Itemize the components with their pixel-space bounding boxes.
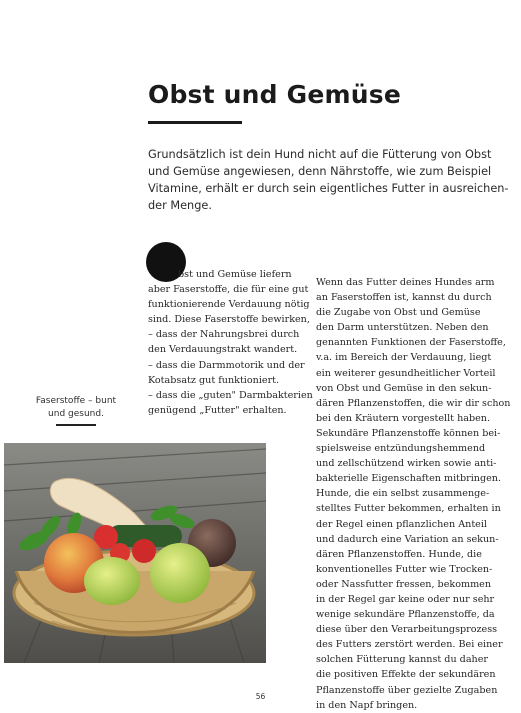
- body-line: den Darm unterstützen. Neben den: [316, 322, 489, 334]
- fruit-basket-photo: [4, 443, 266, 663]
- body-line: bei den Kräutern vorgestellt haben.: [316, 412, 491, 424]
- body-line: an Faserstoffen ist, kannst du durch: [316, 292, 492, 304]
- body-line: in der Regel gar keine oder nur sehr: [316, 593, 495, 605]
- body-line: Wenn das Futter deines Hundes arm: [316, 277, 495, 288]
- body-line: diese über den Verarbeitungsprozess: [316, 624, 498, 636]
- body-line: Kotabsatz gut funktioniert.: [148, 374, 280, 386]
- body-line: spielsweise entzündungshemmend: [316, 443, 486, 455]
- body-line: – dass die „guten" Darmbakterien: [148, 389, 313, 401]
- body-line: aber Faserstoffe, die für eine gut: [148, 284, 309, 296]
- body-line: bakterielle Eigenschaften mitbringen.: [316, 473, 502, 485]
- body-line: ein weiterer gesundheitlicher Vorteil: [316, 367, 496, 379]
- body-line: – dass die Darmmotorik und der: [148, 359, 305, 371]
- photo-caption: [28, 395, 124, 421]
- body-line: und dadurch eine Variation an sekun-: [316, 533, 499, 545]
- intro-line: Grundsätzlich ist dein Hund nicht auf die Fütterung von Obst: [148, 148, 492, 161]
- intro-paragraph: [148, 146, 509, 214]
- body-line: stelltes Futter bekommen, erhalten in: [316, 503, 501, 515]
- caption-line: und gesund.: [48, 409, 104, 419]
- body-line: sind. Diese Faserstoffe bewirken,: [148, 314, 310, 326]
- body-line: die positiven Effekte der sekundären: [316, 669, 496, 681]
- intro-line: und Gemüse angewiesen, denn Nährstoffe, wie zum Beispiel: [148, 165, 492, 178]
- body-line: konventionelles Futter wie Trocken-: [316, 563, 493, 575]
- intro-line: Vitamine, erhält er durch sein eigentliches Futter in ausreichen-: [148, 182, 509, 195]
- intro-line: der Menge.: [148, 199, 212, 212]
- body-line: Pflanzenstoffe über gezielte Zugaben: [316, 684, 498, 696]
- body-line: solchen Fütterung kannst du daher: [316, 654, 488, 666]
- body-line: in den Napf bringen.: [316, 699, 418, 711]
- body-line: und zellschützend wirken sowie anti-: [316, 458, 497, 470]
- body-line: oder Nassfutter fressen, bekommen: [316, 578, 492, 590]
- body-line: Hunde, die ein selbst zusammenge-: [316, 488, 490, 500]
- body-line: von Obst und Gemüse in den sekun-: [316, 382, 492, 394]
- caption-underline: [56, 424, 96, 426]
- body-column-left: [148, 267, 313, 418]
- body-line: den Verdauungstrakt wandert.: [148, 344, 298, 356]
- body-line: – dass der Nahrungsbrei durch: [148, 329, 300, 341]
- body-line: des Futters zerstört werden. Bei einer: [316, 639, 503, 651]
- page-number: 56: [255, 692, 266, 701]
- body-line: der Regel einen pflanzlichen Anteil: [316, 518, 487, 530]
- body-line: wenige sekundäre Pflanzenstoffe, da: [316, 609, 495, 621]
- caption-line: Faserstoffe – bunt: [35, 396, 117, 406]
- body-line: bst und Gemüse liefern: [178, 269, 292, 280]
- body-column-right: [316, 275, 511, 713]
- title-underline: [148, 121, 242, 124]
- body-line: die Zugabe von Obst und Gemüse: [316, 307, 481, 319]
- body-line: dären Pflanzenstoffen. Hunde, die: [316, 548, 482, 560]
- page-title: Obst und Gemüse: [148, 80, 402, 109]
- body-line: dären Pflanzenstoffen, die wir dir schon: [316, 397, 511, 409]
- body-line: Sekundäre Pflanzenstoffe können bei-: [316, 427, 501, 439]
- body-line: v.a. im Bereich der Verdauung, liegt: [316, 352, 492, 364]
- body-line: genügend „Futter" erhalten.: [148, 404, 287, 416]
- body-line: funktionierende Verdauung nötig: [148, 299, 310, 311]
- body-line: genannten Funktionen der Faserstoffe,: [316, 337, 506, 349]
